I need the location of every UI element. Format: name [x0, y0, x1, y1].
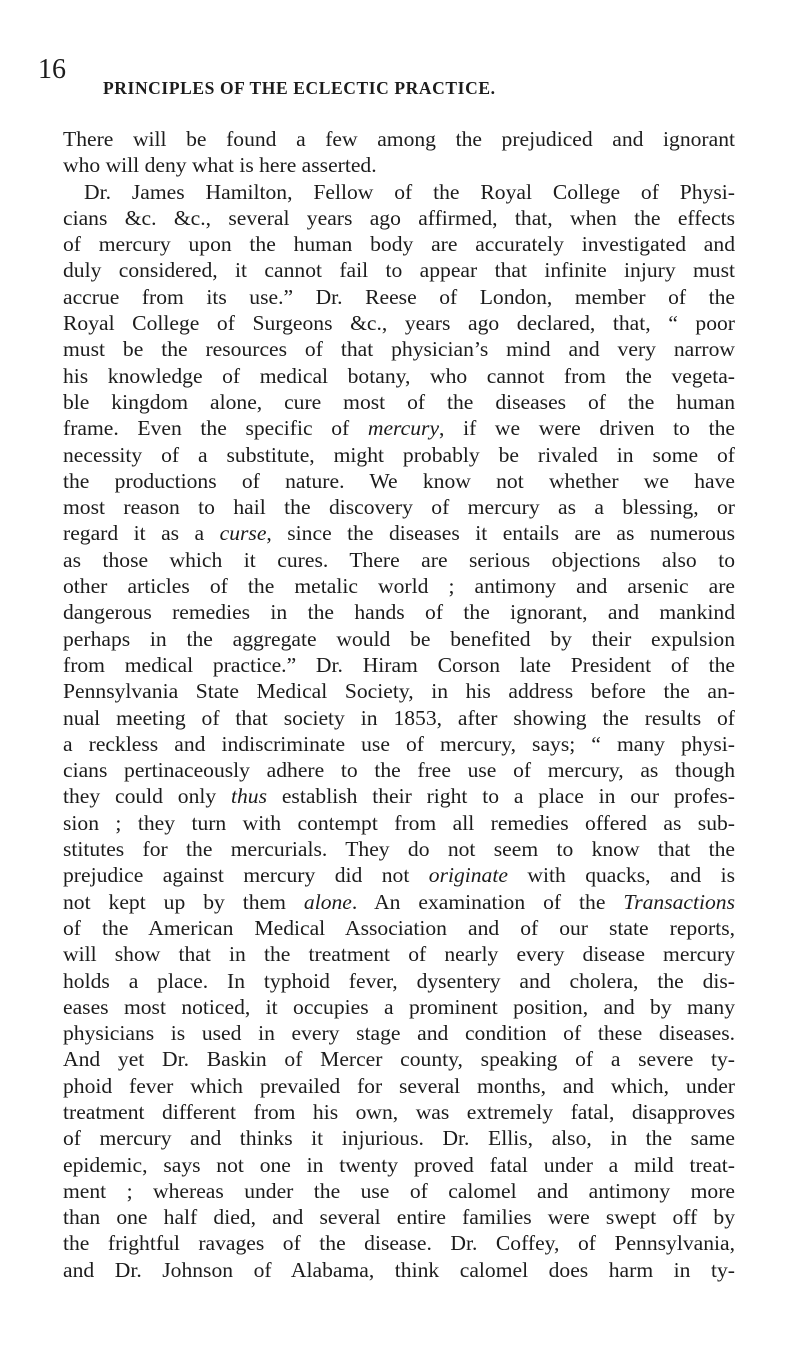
- italic-text: alone: [303, 889, 352, 914]
- text-line: [63, 257, 735, 283]
- text-run: , if we were driven to the: [439, 416, 735, 441]
- text-line: [63, 205, 735, 231]
- text-line: [63, 810, 735, 836]
- text-line: [63, 1046, 735, 1072]
- text-line: [63, 862, 735, 888]
- text-line: [63, 415, 735, 441]
- text-line: [63, 731, 735, 757]
- text-run: must be the resources of that physician’s mind and very narrow: [63, 337, 735, 362]
- text-run: necessity of a substitute, might probably be rivaled in some of: [63, 442, 735, 467]
- italic-text: mercury: [367, 416, 440, 441]
- text-run: physicians is used in every stage and condition of these diseases.: [63, 1021, 735, 1046]
- text-run: cians pertinaceously adhere to the free use of mercury, as though: [63, 758, 735, 783]
- text-line: [63, 652, 735, 678]
- text-run: most reason to hail the discovery of mercury as a blessing, or: [63, 495, 735, 520]
- text-run: with quacks, and is: [507, 863, 735, 888]
- text-line: [63, 284, 735, 310]
- text-run: frame. Even the specific of: [63, 416, 368, 441]
- text-line: [63, 152, 735, 178]
- text-run: , since the diseases it entails are as numerous: [266, 521, 735, 546]
- italic-text: Transactions: [623, 889, 735, 914]
- text-run: regard it as a: [63, 521, 220, 546]
- text-line: [63, 389, 735, 415]
- text-run: holds a place. In typhoid fever, dysentery and cholera, the dis-: [63, 968, 735, 993]
- text-run: of mercury and thinks it injurious. Dr. Ellis, also, in the same: [63, 1126, 735, 1151]
- text-run: the frightful ravages of the disease. Dr. Coffey, of Pennsylvania,: [63, 1231, 735, 1256]
- text-line: [63, 442, 735, 468]
- text-run: from medical practice.” Dr. Hiram Corson late President of the: [63, 652, 735, 677]
- text-line: [63, 1257, 735, 1283]
- text-line: [63, 1125, 735, 1151]
- text-run: cians &c. &c., several years ago affirmed, that, when the effects: [63, 205, 735, 230]
- text-line: [63, 626, 735, 652]
- text-line: [63, 678, 735, 704]
- text-line: [63, 705, 735, 731]
- text-run: as those which it cures. There are serious objections also to: [63, 547, 735, 572]
- running-head: PRINCIPLES OF THE ECLECTIC PRACTICE.: [103, 78, 496, 98]
- text-line: [63, 941, 735, 967]
- text-run: the productions of nature. We know not whether we have: [63, 468, 735, 493]
- text-line: [63, 783, 735, 809]
- text-run: Royal College of Surgeons &c., years ago declared, that, “ poor: [63, 311, 735, 336]
- text-line: [63, 915, 735, 941]
- text-run: prejudice against mercury did not: [63, 863, 429, 888]
- text-run: epidemic, says not one in twenty proved fatal under a mild treat-: [63, 1152, 735, 1177]
- text-run: his knowledge of medical botany, who cannot from the vegeta-: [63, 363, 735, 388]
- text-run: . An examination of the: [351, 889, 624, 914]
- text-run: accrue from its use.” Dr. Reese of London, member of the: [63, 284, 735, 309]
- text-line: [63, 179, 735, 205]
- text-run: establish their right to a place in our profes-: [267, 784, 735, 809]
- italic-text: originate: [428, 863, 508, 888]
- text-line: [63, 520, 735, 546]
- text-run: than one half died, and several entire families were swept off by: [63, 1205, 735, 1230]
- text-run: Dr. James Hamilton, Fellow of the Royal College of Physi-: [84, 179, 735, 204]
- text-line: [63, 968, 735, 994]
- text-line: [63, 1178, 735, 1204]
- text-run: dangerous remedies in the hands of the ignorant, and mankind: [63, 600, 735, 625]
- text-line: [63, 547, 735, 573]
- text-run: of mercury upon the human body are accurately investigated and: [63, 232, 735, 257]
- text-run: other articles of the metalic world ; antimony and arsenic are: [63, 574, 735, 599]
- text-line: [63, 1204, 735, 1230]
- text-run: ble kingdom alone, cure most of the diseases of the human: [63, 389, 735, 414]
- text-run: sion ; they turn with contempt from all remedies offered as sub-: [63, 810, 735, 835]
- text-line: [63, 994, 735, 1020]
- text-line: [63, 126, 735, 152]
- text-line: [63, 494, 735, 520]
- text-run: and Dr. Johnson of Alabama, think calomel does harm in ty-: [63, 1257, 735, 1282]
- text-line: [63, 336, 735, 362]
- text-run: stitutes for the mercurials. They do not seem to know that the: [63, 837, 735, 862]
- text-line: [63, 1099, 735, 1125]
- text-run: they could only: [63, 784, 232, 809]
- text-line: [63, 231, 735, 257]
- text-line: [63, 310, 735, 336]
- text-line: [63, 757, 735, 783]
- text-line: [63, 1020, 735, 1046]
- text-run: perhaps in the aggregate would be benefited by their expulsion: [63, 626, 735, 651]
- text-run: nual meeting of that society in 1853, after showing the results of: [63, 705, 735, 730]
- text-run: of the American Medical Association and of our state reports,: [63, 915, 735, 940]
- text-run: will show that in the treatment of nearly every disease mercury: [63, 942, 735, 967]
- italic-text: curse: [219, 521, 267, 546]
- text-line: [63, 1230, 735, 1256]
- text-line: [63, 599, 735, 625]
- text-run: There will be found a few among the prejudiced and ignorant: [63, 127, 735, 151]
- text-line: [63, 836, 735, 862]
- text-line: [63, 468, 735, 494]
- page-number: 16: [38, 54, 66, 85]
- text-run: Pennsylvania State Medical Society, in his address before the an-: [63, 679, 735, 704]
- text-run: And yet Dr. Baskin of Mercer county, speaking of a severe ty-: [63, 1047, 735, 1072]
- text-run: eases most noticed, it occupies a prominent position, and by many: [63, 994, 735, 1019]
- text-line: [63, 889, 735, 915]
- italic-text: thus: [231, 784, 268, 809]
- text-run: duly considered, it cannot fail to appear that infinite injury must: [63, 258, 735, 283]
- text-line: [63, 1152, 735, 1178]
- text-run: a reckless and indiscriminate use of mercury, says; “ many physi-: [63, 731, 735, 756]
- text-run: treatment different from his own, was extremely fatal, disapproves: [63, 1099, 735, 1124]
- text-run: not kept up by them: [63, 889, 304, 914]
- body-text: [63, 126, 735, 1283]
- text-line: [63, 1073, 735, 1099]
- text-run: phoid fever which prevailed for several months, and which, under: [63, 1073, 735, 1098]
- text-line: [63, 363, 735, 389]
- text-line: [63, 573, 735, 599]
- text-run: who will deny what is here asserted.: [63, 153, 377, 178]
- text-run: ment ; whereas under the use of calomel and antimony more: [63, 1178, 735, 1203]
